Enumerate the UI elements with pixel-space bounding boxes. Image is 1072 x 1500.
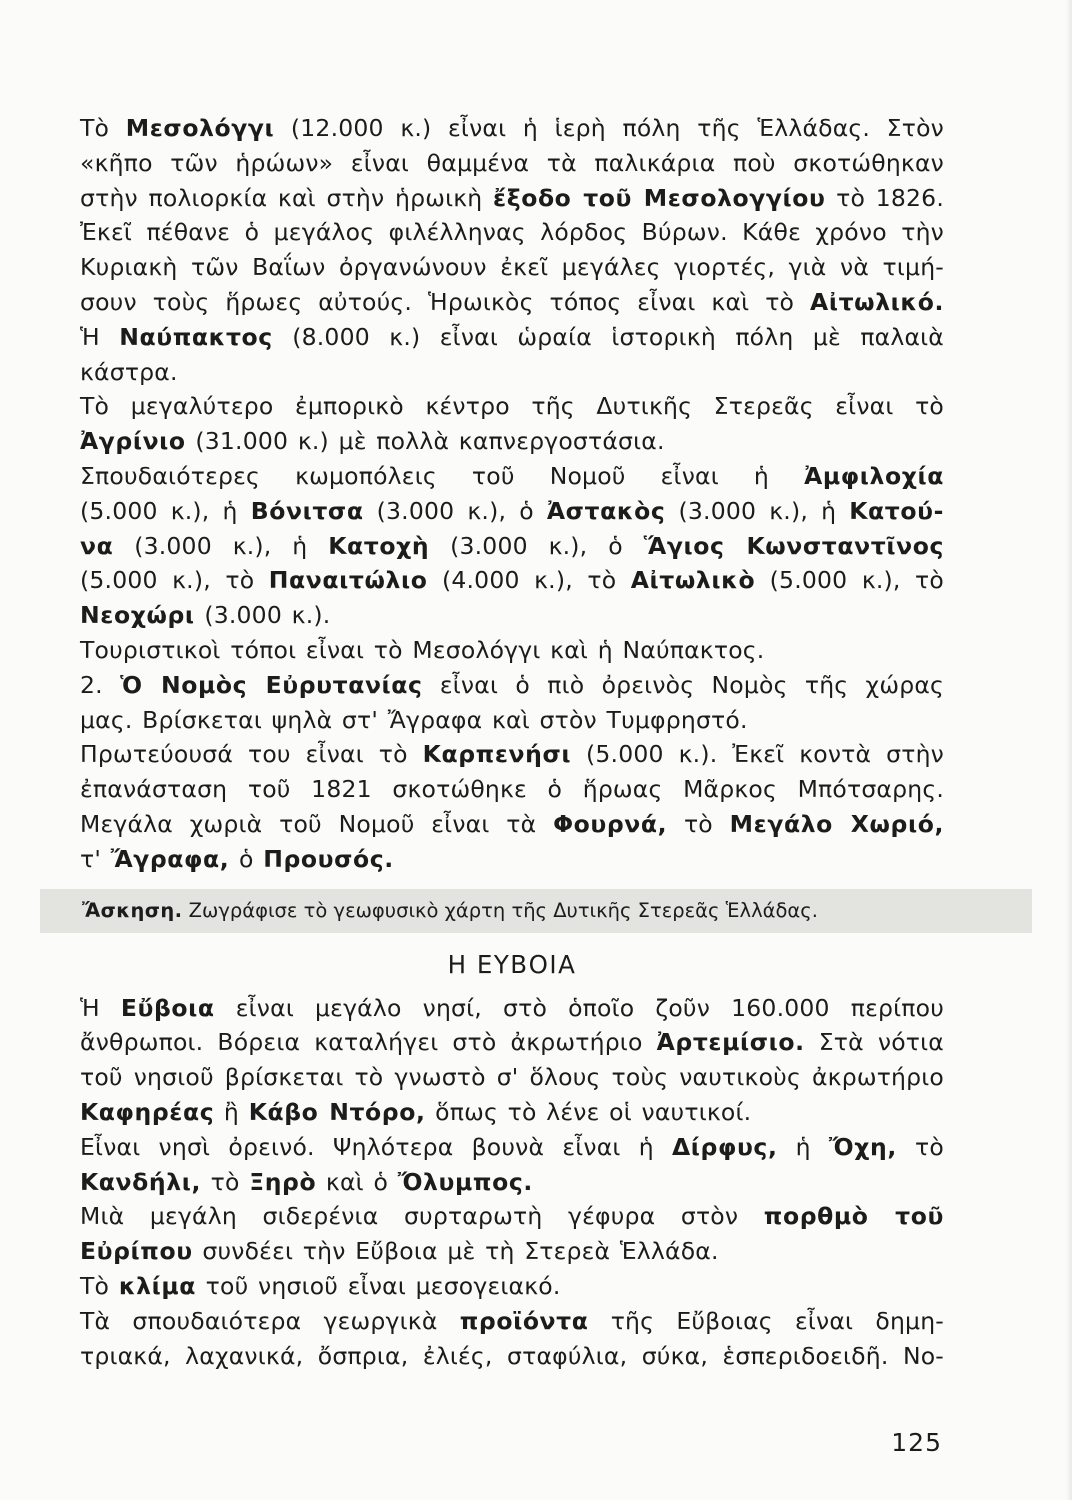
text-segment: Τὰ σπουδαιότερα γεωργικὰ [80, 1306, 460, 1335]
bold-term: Βόνιτσα [250, 496, 364, 525]
text-segment: τοῦ νησιοῦ βρίσκεται τὸ γνωστὸ σ' ὅλους τοὺς ναυτικοὺς ἀκρωτήριο [80, 1063, 944, 1092]
bold-term: Καφηρέας [80, 1097, 215, 1126]
text-segment: (3.000 κ.), ἡ [665, 496, 850, 525]
text-segment: (5.000 κ.). Ἐκεῖ κοντὰ στὴν [571, 740, 944, 769]
text-segment: ἄνθρωποι. Βόρεια καταλήγει στὸ ἀκρωτήριο [80, 1028, 657, 1057]
section-evia [80, 991, 944, 1374]
bold-term: Ἀμφιλοχία [804, 461, 944, 490]
bold-term: Αἰτωλικὸ [630, 566, 756, 595]
bold-term: Αἰτωλικό. [810, 287, 944, 316]
text-line [80, 146, 944, 181]
text-segment: τοῦ νησιοῦ εἶναι μεσογειακό. [195, 1271, 561, 1300]
bold-term: Κατοχὴ [328, 531, 430, 560]
bold-term: Ἀρτεμίσιο. [656, 1028, 805, 1057]
text-line [80, 1060, 944, 1095]
text-line [80, 111, 944, 146]
bold-term: Καρπενήσι [422, 740, 572, 769]
bold-term: Ξηρὸ [249, 1167, 317, 1196]
text-line [80, 1304, 944, 1339]
text-line [80, 389, 944, 424]
text-segment: (3.000 κ.), ὁ [429, 531, 644, 560]
text-line [80, 215, 944, 250]
text-segment: σουν τοὺς ἥρωες αὐτούς. Ἡρωικὸς τόπος εἶναι καὶ τὸ [80, 287, 811, 316]
section-aitoloakarnania [80, 111, 944, 877]
text-segment: Ἡ [80, 322, 120, 351]
exercise-text: Ζωγράφισε τὸ γεωφυσικὸ χάρτη τῆς Δυτικῆς Στερεᾶς Ἑλλάδας. [182, 898, 818, 922]
page-edge-shadow [1066, 0, 1072, 1500]
text-segment: (4.000 κ.), τὸ [427, 566, 631, 595]
text-line [80, 1130, 944, 1165]
text-line [80, 1339, 944, 1374]
text-line [80, 1199, 944, 1234]
bold-term: Κανδήλι, [80, 1167, 201, 1196]
text-segment: Στὰ νότια [804, 1028, 944, 1057]
bold-term: Ὁ Νομὸς Εὐρυτανίας [120, 670, 423, 699]
text-segment: τὸ [896, 1132, 944, 1161]
bold-term: Προυσός. [263, 844, 394, 873]
text-line [80, 703, 944, 738]
text-segment: Τὸ μεγαλύτερο ἐμπορικὸ κέντρο τῆς Δυτικῆς Στερεᾶς εἶναι τὸ [80, 392, 944, 421]
text-segment: συνδέει τὴν Εὔβοια μὲ τὴ Στερεὰ Ἑλλάδα. [192, 1237, 719, 1266]
text-segment: (31.000 κ.) μὲ πολλὰ καπνεργοστάσια. [185, 427, 665, 456]
bold-term: πορθμὸ τοῦ [763, 1202, 944, 1231]
text-line [80, 529, 944, 564]
bold-term: Ἅγιος Κωνσταντῖνος [643, 531, 944, 560]
text-line [80, 668, 944, 703]
text-line [80, 598, 944, 633]
bold-term: Εὔβοια [120, 993, 215, 1022]
bold-term: Εὐρίπου [80, 1237, 193, 1266]
text-segment: (12.000 κ.) εἶναι ἡ ἱερὴ πόλη τῆς Ἑλλάδας. Στὸν [274, 114, 944, 142]
text-segment: τ' [80, 844, 111, 873]
text-line [80, 285, 944, 320]
text-line [80, 991, 944, 1026]
text-line [80, 1234, 944, 1269]
text-line [80, 250, 944, 285]
text-line [80, 459, 944, 494]
text-segment: ἢ [214, 1097, 249, 1126]
bold-term: Ἀγρίνιο [80, 427, 186, 456]
text-line [80, 737, 944, 772]
exercise-box [40, 889, 1032, 933]
text-segment: Μεγάλα χωριὰ τοῦ Νομοῦ εἶναι τὰ [80, 809, 554, 838]
text-line [80, 1095, 944, 1130]
text-segment: (3.000 κ.). [194, 601, 331, 630]
text-line [80, 320, 944, 355]
bold-term: Ἄγραφα, [110, 844, 230, 873]
bold-term: να [80, 531, 114, 560]
text-segment: καὶ ὁ [316, 1167, 398, 1196]
text-line [80, 181, 944, 216]
text-segment: τριακά, λαχανικά, ὄσπρια, ἐλιές, σταφύλια, σύκα, ἑσπεριδοειδῆ. Νο- [80, 1341, 944, 1370]
text-segment: ὅπως τὸ λένε οἱ ναυτικοί. [425, 1097, 752, 1126]
text-line [80, 772, 944, 807]
text-line [80, 633, 944, 668]
bold-term: κλίμα [118, 1271, 196, 1300]
bold-term: προϊόντα [459, 1306, 589, 1335]
text-segment: τὸ [201, 1167, 250, 1196]
bold-term: Κατού- [849, 496, 944, 525]
bold-term: Μεσολόγγι [125, 114, 275, 142]
text-segment: (5.000 κ.), ἡ [80, 496, 251, 525]
text-segment: στὴν πολιορκία καὶ στὴν ἡρωικὴ [80, 183, 494, 212]
text-line [80, 842, 944, 877]
bold-term: Ὄχη, [828, 1132, 897, 1161]
text-line [80, 1025, 944, 1060]
text-segment: εἶναι ὁ πιὸ ὀρεινὸς Νομὸς τῆς χώρας [422, 670, 945, 699]
text-segment: (3.000 κ.), ὁ [363, 496, 547, 525]
text-segment: τὸ 1826. [825, 183, 944, 212]
bold-term: Φουρνά, [553, 809, 668, 838]
text-line [80, 807, 944, 842]
text-segment: Ἐκεῖ πέθανε ὁ μεγάλος φιλέλληνας λόρδος Βύρων. Κάθε χρόνο τὴν [80, 218, 944, 247]
text-line [80, 355, 944, 390]
text-line [80, 563, 944, 598]
text-line [80, 494, 944, 529]
exercise-label: Ἄσκηση. [82, 898, 183, 922]
text-segment: ἡ [777, 1132, 829, 1161]
text-segment: Τουριστικοὶ τόποι εἶναι τὸ Μεσολόγγι καὶ ἡ Ναύπακτος. [80, 635, 765, 664]
text-segment: κάστρα. [80, 357, 178, 386]
text-segment: Τὸ [80, 114, 126, 142]
bold-term: Ἀστακὸς [546, 496, 666, 525]
text-line [80, 424, 944, 459]
text-line [80, 1165, 944, 1200]
text-segment: Εἶναι νησὶ ὀρεινό. Ψηλότερα βουνὰ εἶναι ἡ [80, 1132, 672, 1161]
text-segment: Κυριακὴ τῶν Βαΐων ὀργανώνουν ἐκεῖ μεγάλες γιορτές, γιὰ νὰ τιμή- [80, 253, 944, 282]
bold-term: Νεοχώρι [80, 601, 195, 630]
text-line [80, 1269, 944, 1304]
text-segment: «κῆπο τῶν ἡρώων» εἶναι θαμμένα τὰ παλικάρια ποὺ σκοτώθηκαν [80, 148, 944, 177]
page-number: 125 [891, 1428, 942, 1457]
bold-term: Παναιτώλιο [268, 566, 428, 595]
section-heading: Η ΕΥΒΟΙΑ [447, 949, 577, 979]
text-segment: Ἡ [80, 993, 121, 1022]
text-segment: (3.000 κ.), ἡ [113, 531, 329, 560]
text-segment: μας. Βρίσκεται ψηλὰ στ' Ἄγραφα καὶ στὸν Τυμφρηστό. [80, 705, 748, 734]
text-segment: Πρωτεύουσά του εἶναι τὸ [80, 740, 423, 769]
text-segment: εἶναι μεγάλο νησί, στὸ ὁποῖο ζοῦν 160.000 περίπου [214, 993, 944, 1022]
text-segment: Μιὰ μεγάλη σιδερένια συρταρωτὴ γέφυρα στὸν [80, 1202, 764, 1231]
bold-term: ἔξοδο τοῦ Μεσολογγίου [493, 183, 826, 212]
text-segment: (8.000 κ.) εἶναι ὡραία ἱστορικὴ πόλη μὲ παλαιὰ [272, 322, 944, 351]
text-segment: 2. [80, 670, 121, 699]
bold-term: Ὄλυμπος. [397, 1167, 533, 1196]
bold-term: Δίρφυς, [672, 1132, 778, 1161]
text-segment: Τὸ [80, 1271, 119, 1300]
text-segment: τὸ [667, 809, 730, 838]
bold-term: Ναύπακτος [119, 322, 273, 351]
bold-term: Κάβο Ντόρο, [248, 1097, 426, 1126]
text-segment: Σπουδαιότερες κωμοπόλεις τοῦ Νομοῦ εἶναι ἡ [80, 461, 805, 490]
text-segment: ἐπανάσταση τοῦ 1821 σκοτώθηκε ὁ ἥρωας Μᾶρκος Μπότσαρης. [80, 775, 944, 804]
text-segment: ὁ [229, 844, 264, 873]
text-segment: (5.000 κ.), τὸ [755, 566, 944, 595]
bold-term: Μεγάλο Χωριό, [729, 809, 944, 838]
text-segment: τῆς Εὔβοιας εἶναι δημη- [588, 1306, 944, 1335]
text-segment: (5.000 κ.), τὸ [80, 566, 269, 595]
